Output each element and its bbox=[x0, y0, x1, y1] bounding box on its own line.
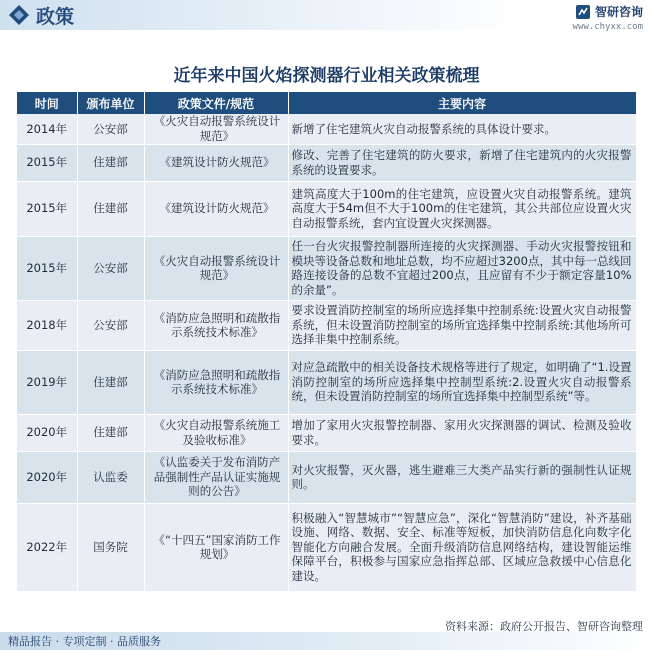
section-title: 政策 bbox=[36, 5, 75, 28]
cell-content: 任一台火灾报警控制器所连接的火灾探测器、手动火灾报警按钮和模块等设备总数和地址总数，均不应超过3200点，其中每一总线回路连接设备的总数不宜超过200点，且应留有不少于额定容量10%的余量”。 bbox=[288, 236, 636, 300]
cell-year: 2018年 bbox=[17, 300, 77, 350]
cell-agency: 认监委 bbox=[77, 451, 144, 503]
data-source: 资料来源：政府公开报告、智研咨询整理 bbox=[445, 620, 643, 633]
top-banner-stripe bbox=[0, 0, 653, 30]
cell-policy: 《火灾自动报警系统施工及验收标准》 bbox=[144, 414, 288, 451]
column-header-policy: 政策文件/规范 bbox=[144, 92, 288, 114]
brand-name: 智研咨询 bbox=[594, 5, 643, 19]
cell-policy: 《火灾自动报警系统设计规范》 bbox=[144, 114, 288, 144]
table-row bbox=[17, 451, 636, 503]
table-row bbox=[17, 114, 636, 144]
policy-table-panel bbox=[17, 56, 636, 616]
cell-year: 2022年 bbox=[17, 503, 77, 591]
cell-year: 2020年 bbox=[17, 451, 77, 503]
cell-content: 要求设置消防控制室的场所应选择集中控制系统:设置火灾自动报警系统，但未设置消防控制室的场所宜选择集中控制系统:其他场所可选择非集中控制系统。 bbox=[288, 300, 636, 350]
table-row bbox=[17, 350, 636, 414]
cell-policy: 《消防应急照明和疏散指示系统技术标准》 bbox=[144, 300, 288, 350]
cell-agency: 住建部 bbox=[77, 181, 144, 236]
cell-agency: 国务院 bbox=[77, 503, 144, 591]
cell-policy: 《认监委关于发布消防产品强制性产品认证实施规则的公告》 bbox=[144, 451, 288, 503]
column-header-content: 主要内容 bbox=[288, 92, 636, 114]
cell-agency: 公安部 bbox=[77, 236, 144, 300]
brand-url: www.chyxx.com bbox=[572, 22, 643, 32]
cell-year: 2014年 bbox=[17, 114, 77, 144]
table-row bbox=[17, 414, 636, 451]
cell-content: 新增了住宅建筑火灾自动报警系统的具体设计要求。 bbox=[288, 114, 636, 144]
cell-year: 2019年 bbox=[17, 350, 77, 414]
cell-content: 增加了家用火灾报警控制器、家用火灾探测器的调试、检测及验收要求。 bbox=[288, 414, 636, 451]
cell-policy: 《火灾自动报警系统设计规范》 bbox=[144, 236, 288, 300]
table-row bbox=[17, 300, 636, 350]
cell-policy: 《建筑设计防火规范》 bbox=[144, 144, 288, 181]
table-title: 近年来中国火焰探测器行业相关政策梳理 bbox=[173, 65, 480, 86]
table-row bbox=[17, 181, 636, 236]
cell-year: 2015年 bbox=[17, 144, 77, 181]
cell-agency: 公安部 bbox=[77, 300, 144, 350]
section-heading bbox=[8, 2, 74, 28]
policy-table bbox=[17, 92, 637, 592]
cell-policy: 《建筑设计防火规范》 bbox=[144, 181, 288, 236]
table-row bbox=[17, 503, 636, 591]
table-header-row bbox=[17, 92, 636, 114]
footer bbox=[0, 616, 653, 650]
cell-content: 对应急疏散中的相关设备技术规格等进行了规定，如明确了“1.设置消防控制室的场所应选择集中控制型系统:2.设置火灾自动报警系统，但未设置消防控制室的场所宜选择集中控制型系统”等。 bbox=[288, 350, 636, 414]
column-header-agency: 颁布单位 bbox=[77, 92, 144, 114]
cell-policy: 《消防应急照明和疏散指示系统技术标准》 bbox=[144, 350, 288, 414]
table-row bbox=[17, 236, 636, 300]
cell-policy: 《“十四五”国家消防工作规划》 bbox=[144, 503, 288, 591]
brand bbox=[575, 3, 643, 20]
cell-content: 修改、完善了住宅建筑的防火要求，新增了住宅建筑内的火灾报警系统的设置要求。 bbox=[288, 144, 636, 181]
cell-year: 2015年 bbox=[17, 236, 77, 300]
cell-agency: 公安部 bbox=[77, 114, 144, 144]
diamond-icon bbox=[8, 4, 30, 26]
footer-slogan: 精品报告 · 专项定制 · 品质服务 bbox=[8, 635, 161, 648]
column-header-year: 时间 bbox=[17, 92, 77, 114]
cell-content: 积极融入“智慧城市”“智慧应急”，深化“智慧消防”建设，补齐基础设施、网络、数据、安全、标准等短板，加快消防信息化向数字化智能化方向融合发展。全面升级消防信息网络结构，建设智能运维保障平台，积极参与国家应急指挥总部、区域应急救援中心信息化建设。 bbox=[288, 503, 636, 591]
top-banner bbox=[0, 0, 653, 38]
cell-agency: 住建部 bbox=[77, 414, 144, 451]
cell-content: 建筑高度大于100m的住宅建筑，应设置火灾自动报警系统。建筑高度大于54m但不大于100m的住宅建筑，其公共部位应设置火灾自动报警系统，套内宜设置火灾探测器。 bbox=[288, 181, 636, 236]
table-row bbox=[17, 144, 636, 181]
brand-logo-icon bbox=[575, 4, 591, 20]
cell-content: 对火灾报警，灭火器，逃生避难三大类产品实行新的强制性认证规则。 bbox=[288, 451, 636, 503]
cell-year: 2015年 bbox=[17, 181, 77, 236]
cell-year: 2020年 bbox=[17, 414, 77, 451]
cell-agency: 住建部 bbox=[77, 144, 144, 181]
cell-agency: 住建部 bbox=[77, 350, 144, 414]
